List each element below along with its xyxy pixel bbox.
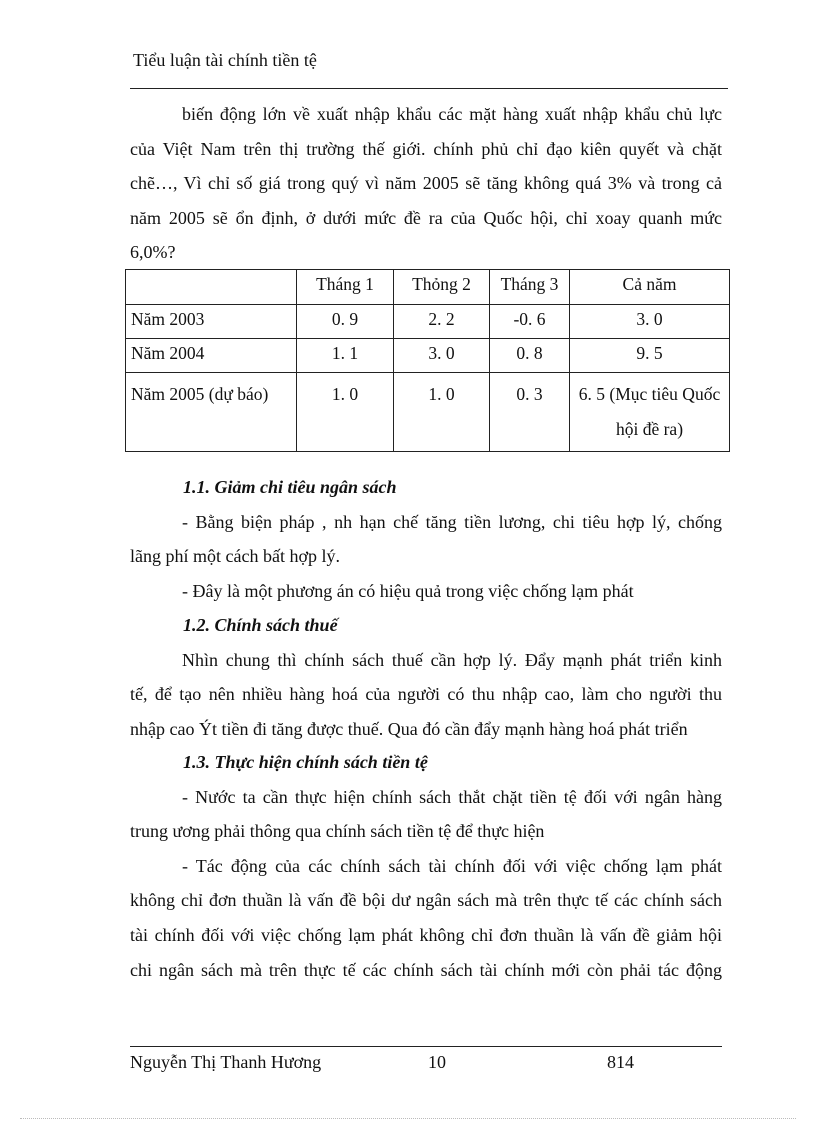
table-cell: 6. 5 (Mục tiêu Quốc hội đề ra) <box>570 373 730 452</box>
header-rule <box>130 88 728 89</box>
intro-line: biến động lớn về xuất nhập khẩu các mặt hàng xuất nhập khẩu chủ lực <box>182 104 722 124</box>
paragraph-line: - Đây là một phương án có hiệu quả trong việc chống lạm phát <box>182 580 634 601</box>
cpi-table <box>125 269 730 452</box>
table-header-row <box>126 270 730 305</box>
intro-line: chẽ…, Vì chỉ số giá trong quý vì năm 2005 sẽ tăng không quá 3% và trong cả <box>130 173 722 194</box>
table-header-cell <box>126 270 297 305</box>
intro-line: 6,0%? <box>130 242 176 263</box>
paragraph-line: không chỉ đơn thuần là vấn đề bội dư ngân sách mà trên thực tế các chính sách <box>130 890 722 911</box>
intro-paragraph <box>130 97 722 270</box>
table-cell: 2. 2 <box>394 305 490 339</box>
table-header-cell: Tháng 1 <box>297 270 394 305</box>
table-cell: Năm 2003 <box>126 305 297 339</box>
footer-document-number: 814 <box>607 1052 634 1072</box>
paragraph-line: Nhìn chung thì chính sách thuế cần hợp lý. Đẩy mạnh phát triển kinh <box>182 649 722 670</box>
table-cell: 0. 9 <box>297 305 394 339</box>
table-cell: Năm 2004 <box>126 339 297 373</box>
section-heading: 1.3. Thực hiện chính sách tiền tệ <box>183 752 428 772</box>
section-heading: 1.2. Chính sách thuế <box>183 615 338 635</box>
table-cell: 0. 8 <box>490 339 570 373</box>
paragraph-line: trung ương phải thông qua chính sách tiền tệ để thực hiện <box>130 821 545 842</box>
table-cell: 0. 3 <box>490 373 570 452</box>
paragraph-line: chi ngân sách mà trên thực tế các chính sách tài chính mới còn phải tác động <box>130 959 722 980</box>
paragraph-line: - Nước ta cần thực hiện chính sách thắt chặt tiền tệ đối với ngân hàng <box>182 786 722 807</box>
paragraph-line: - Bằng biện pháp , nh hạn chế tăng tiền lương, chi tiêu hợp lý, chống <box>182 511 722 532</box>
paragraph-line: tế, để tạo nên nhiều hàng hoá của người có thu nhập cao, làm cho người thu <box>130 684 722 705</box>
paragraph-line: tài chính đối với việc chống lạm phát không chỉ đơn thuần là vấn đề giảm hội <box>130 924 722 945</box>
table-cell: 3. 0 <box>570 305 730 339</box>
intro-line: năm 2005 sẽ ổn định, ở dưới mức đề ra của Quốc hội, chỉ xoay quanh mức <box>130 207 722 228</box>
section-1-1 <box>130 470 722 608</box>
table-cell: 1. 1 <box>297 339 394 373</box>
table-header-cell: Tháng 3 <box>490 270 570 305</box>
footer-page-number: 10 <box>428 1052 446 1072</box>
table-cell: -0. 6 <box>490 305 570 339</box>
paragraph-line: lãng phí một cách bất hợp lý. <box>130 546 340 567</box>
table-cell: 1. 0 <box>394 373 490 452</box>
page-bottom-border <box>20 1118 796 1119</box>
table-row <box>126 373 730 452</box>
table-header-cell: Thỏng 2 <box>394 270 490 305</box>
footer-rule <box>130 1046 722 1047</box>
table-row <box>126 305 730 339</box>
table-cell: 9. 5 <box>570 339 730 373</box>
table-cell: 3. 0 <box>394 339 490 373</box>
intro-line: của Việt Nam trên thị trường thế giới. chính phủ chỉ đạo kiên quyết và chặt <box>130 138 722 159</box>
section-1-3 <box>130 745 722 987</box>
section-heading: 1.1. Giảm chi tiêu ngân sách <box>183 477 397 497</box>
table-cell: Năm 2005 (dự báo) <box>126 373 297 452</box>
section-1-2 <box>130 608 722 746</box>
paragraph-line: - Tác động của các chính sách tài chính đối với việc chống lạm phát <box>182 855 722 876</box>
table-cell: 1. 0 <box>297 373 394 452</box>
footer-author: Nguyễn Thị Thanh Hương <box>130 1052 322 1072</box>
paragraph-line: nhập cao Ýt tiền đi tăng được thuế. Qua đó cần đẩy mạnh hàng hoá phát triển <box>130 718 688 739</box>
table-row <box>126 339 730 373</box>
header-title: Tiểu luận tài chính tiền tệ <box>133 50 317 70</box>
table-header-cell: Cả năm <box>570 270 730 305</box>
